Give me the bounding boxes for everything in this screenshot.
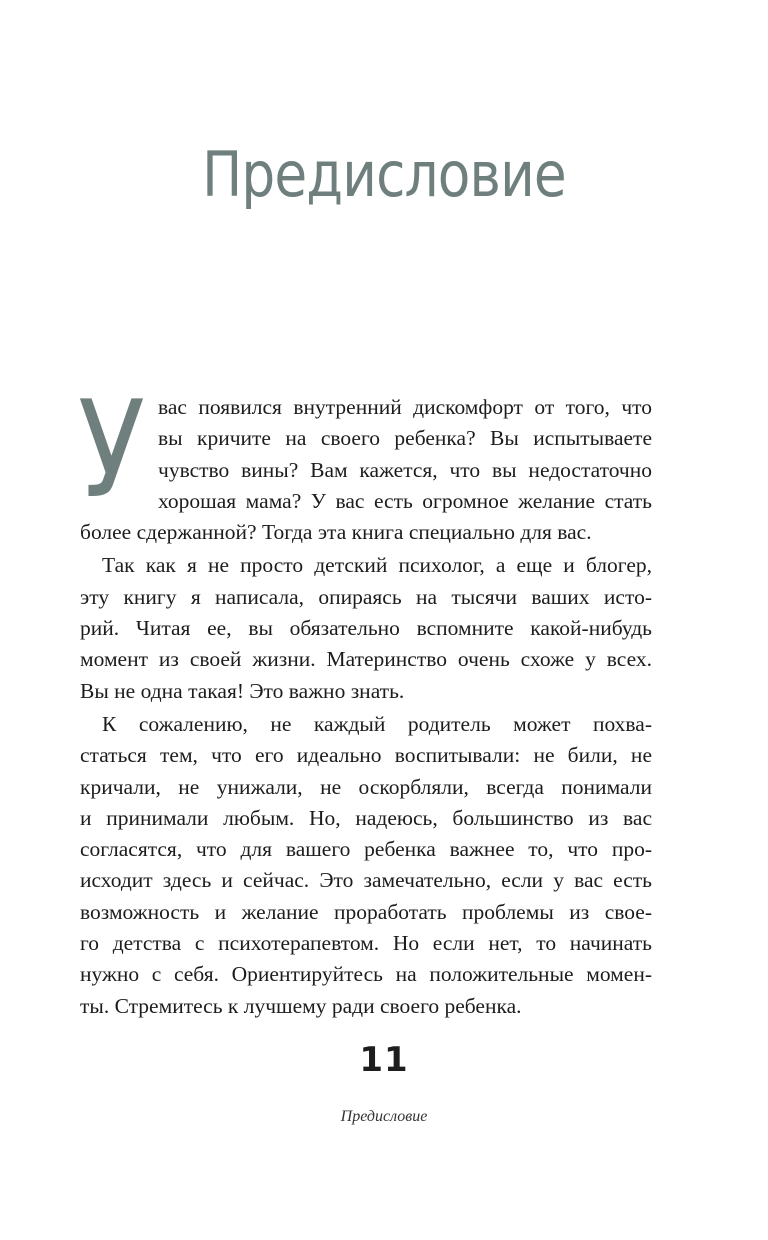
paragraph-line: Так как я не просто детский психолог, а еще и блогер, [102,553,652,578]
paragraph-line: и принимали любым. Но, надеюсь, большинство из вас [80,805,652,830]
paragraph-line: Вы не одна такая! Это важно знать. [80,678,405,703]
drop-cap: У [78,372,145,528]
paragraph-line: рий. Читая ее, вы обязательно вспомните какой-нибудь [80,616,652,641]
paragraph-line: кричали, не унижали, не оскорбляли, всегда понимали [80,774,652,799]
paragraph-line: хорошая мама? У вас есть огромное желание стать [158,488,652,513]
paragraph-line: вас появился внутренний дискомфорт от того, что [158,395,652,419]
paragraph-line: возможность и желание проработать проблемы из свое- [80,899,652,924]
page-number: 11 [359,1040,409,1080]
paragraph-line: более сдержанной? Тогда эта книга специально для вас. [80,520,592,545]
paragraph-line: го детства с психотерапевтом. Но если нет, то начинать [80,931,652,956]
paragraph-3 [80,709,652,1022]
paragraph-1 [78,372,652,548]
paragraph-line: исходит здесь и сейчас. Это замечательно, если у вас есть [80,868,652,893]
paragraph-line: ты. Стремитесь к лучшему ради своего ребенка. [80,993,522,1018]
paragraph-2 [80,550,652,706]
paragraph-line: момент из своей жизни. Материнство очень схоже у всех. [80,647,652,672]
paragraph-line: статься тем, что его идеально воспитывали: не били, не [80,743,652,768]
paragraph-line: эту книгу я написала, опираясь на тысячи ваших исто- [80,584,652,609]
paragraph-line: согласятся, что для вашего ребенка важнее то, что про- [80,837,652,862]
paragraph-line: К сожалению, не каждый родитель может похва- [102,711,652,736]
running-footer: Предисловие [340,1108,428,1125]
paragraph-line: нужно с себя. Ориентируйтесь на положительные момен- [80,962,652,987]
chapter-title: Предисловие [202,138,566,211]
chapter-body [78,372,652,1022]
paragraph-line: чувство вины? Вам кажется, что вы недостаточно [158,457,652,482]
paragraph-line: вы кричите на своего ребенка? Вы испытываете [158,426,652,451]
